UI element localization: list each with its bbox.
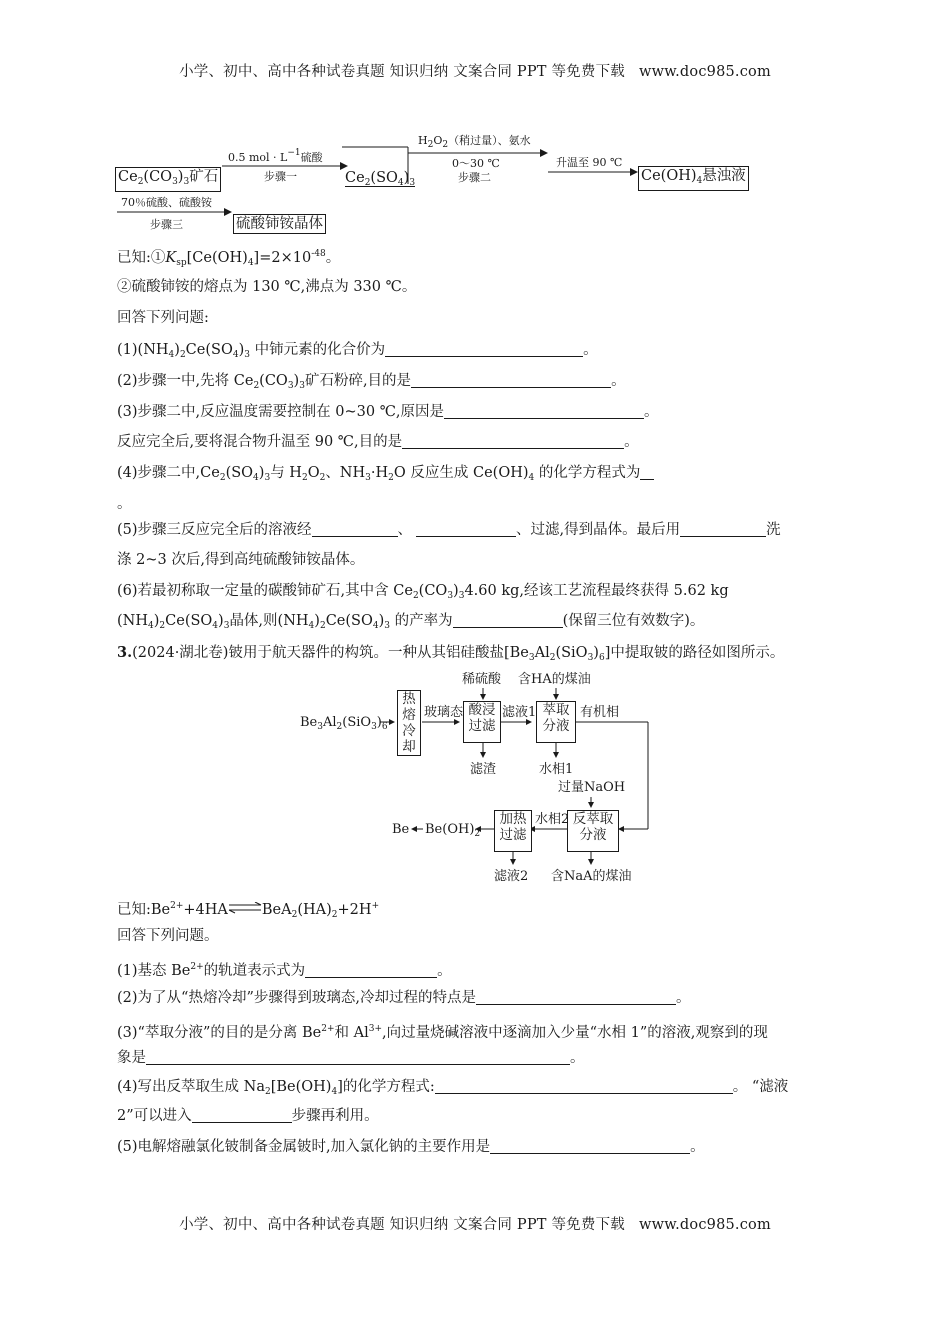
crystal-box: 硫酸铈铵晶体: [233, 214, 326, 234]
step2-reagent: $H_2O_2$（稍过量）、氨水: [418, 134, 531, 150]
answer-blank[interactable]: [192, 1106, 292, 1123]
answer-blank[interactable]: [305, 961, 437, 978]
page-footer: [0, 1213, 950, 1234]
step1-label: 步骤一: [264, 170, 297, 183]
question-2-6-cont: $(NH_4)_2Ce(SO_4)_3$晶体,则$(NH_4)_2Ce(SO_4)_3$ 的产率为 (保留三位有效数字)。: [117, 613, 705, 631]
step3-reagent: 70％硫酸、硫酸铵: [121, 196, 212, 209]
hot-melt-cool-box: 热 熔 冷 却: [397, 690, 421, 756]
question-3-3: (3)“萃取分液”的目的是分离 $Be^{2+}$和 $Al^{3+}$,向过量烧碱溶液中逐滴加入少量“水相 1”的溶液,观察到的现: [117, 1024, 768, 1041]
equilibrium-arrows-icon: [228, 902, 262, 914]
glassy-state-label: 玻璃态: [424, 705, 464, 720]
question-2-3a: (3)步骤二中,反应温度需要控制在 0~30 ℃,原因是 。: [117, 404, 659, 420]
known-equilibrium: 已知$:Be^{2+}+4HA$ $BeA_2(HA)_2+2H^+$: [117, 901, 380, 920]
heat-filter-box: 加热 过滤: [494, 810, 532, 852]
back-extraction-box: 反萃取 分液: [567, 810, 619, 852]
answer-blank[interactable]: [476, 988, 676, 1005]
step1-reagent: 0.5 mol · $L^{-1}$硫酸: [228, 148, 323, 164]
aqueous2-label: 水相2: [535, 812, 570, 827]
answer-prompt-3: 回答下列问题。: [117, 928, 219, 944]
beryllium-hydroxide: $Be(OH)_2$: [425, 822, 481, 839]
acid-leach-box: 酸浸 过滤: [463, 701, 501, 743]
feed-material: $Be_3Al_2(SiO_3)_6$: [300, 715, 388, 732]
naa-kerosene-label: 含NaA的煤油: [551, 869, 632, 884]
question-3-5: (5)电解熔融氯化铍制备金属铍时,加入氯化钠的主要作用是 。: [117, 1139, 705, 1155]
dilute-acid-label: 稀硫酸: [462, 672, 502, 687]
question-2-3b: 反应完全后,要将混合物升温至 90 ℃,目的是 。: [117, 434, 639, 450]
known-ksp: 已知$:①K_{sp}[Ce(OH)_4]=2\times 10^{-48}$。: [117, 249, 341, 268]
ha-kerosene-label: 含HA的煤油: [518, 672, 591, 687]
question-2-6: (6)若最初称取一定量的碳酸铈矿石,其中含 $Ce_2(CO_3)_34.60$ kg,经该工艺流程最终获得 5.62 kg: [117, 583, 729, 601]
question-2-1: $(1)(NH_4)_2Ce(SO_4)_3$ 中铈元素的化合价为 。: [117, 342, 598, 360]
suspension-box: $Ce(OH)_4$悬浊液: [638, 166, 749, 191]
answer-blank[interactable]: [490, 1137, 690, 1154]
aqueous1-label: 水相1: [539, 762, 574, 777]
footer-site: www.doc985.com: [638, 1217, 771, 1233]
question-2-5: (5)步骤三反应完全后的溶液经 、 、过滤,得到晶体。最后用 洗: [117, 522, 781, 538]
organic-phase-label: 有机相: [580, 705, 620, 720]
ore-box: $Ce_2(CO_3)_3$矿石: [115, 167, 221, 192]
question-3-4-cont: 2”可以进入 步骤再利用。: [117, 1108, 379, 1124]
step2-label: 步骤二: [458, 171, 491, 184]
question-2-4-end: 。: [117, 496, 132, 512]
question-3-intro: 3.(2024·湖北卷)铍用于航天器件的构筑。一种从其铝硅酸盐$[Be_3Al_2(SiO_3)_6]$中提取铍的路径如图所示。: [117, 644, 785, 663]
answer-prompt-2: 回答下列问题:: [117, 310, 209, 326]
sulfate-product: $Ce_2(SO_4)_3$: [345, 170, 416, 188]
question-3-3-cont: 象是 。: [117, 1050, 585, 1066]
residue-label: 滤渣: [470, 762, 497, 777]
question-3-4: (4)写出反萃取生成 $Na_2[Be(OH)_4]$的化学方程式: 。 “滤液: [117, 1079, 789, 1097]
answer-blank[interactable]: [435, 1077, 733, 1094]
step3-label: 步骤三: [150, 218, 183, 231]
step2-temperature: 0～30 ℃: [452, 157, 500, 170]
header-text: 小学、初中、高中各种试卷真题 知识归纳 文案合同 PPT 等免费下载: [179, 64, 625, 80]
extraction-box: 萃取 分液: [536, 701, 576, 743]
naoh-label: 过量NaOH: [558, 780, 626, 795]
filtrate2-label: 滤液2: [494, 869, 529, 884]
beryllium-product: Be: [392, 822, 410, 837]
filtrate1-label: 滤液1: [502, 705, 537, 720]
question-2-5-cont: 涤 2~3 次后,得到高纯硫酸铈铵晶体。: [117, 552, 365, 568]
header-site: www.doc985.com: [638, 64, 771, 80]
question-3-1: (1)基态 $Be^{2+}$的轨道表示式为 。: [117, 962, 452, 979]
answer-blank[interactable]: [146, 1048, 570, 1065]
known-melting: ②硫酸铈铵的熔点为 130 ℃,沸点为 330 ℃。: [117, 279, 417, 295]
footer-text: 小学、初中、高中各种试卷真题 知识归纳 文案合同 PPT 等免费下载: [179, 1217, 625, 1233]
question-2-2: (2)步骤一中,先将 $Ce_2(CO_3)_3$矿石粉碎,目的是 。: [117, 373, 626, 391]
heat-label: 升温至 90 ℃: [556, 156, 623, 169]
question-3-2: (2)为了从“热熔冷却”步骤得到玻璃态,冷却过程的特点是 。: [117, 990, 691, 1006]
question-2-4: (4)步骤二中$,Ce_2(SO_4)_3$与 $H_2O_2$、$NH_3\cdot H_2O$ 反应生成 $Ce(OH)_4$ 的化学方程式为: [117, 463, 654, 488]
